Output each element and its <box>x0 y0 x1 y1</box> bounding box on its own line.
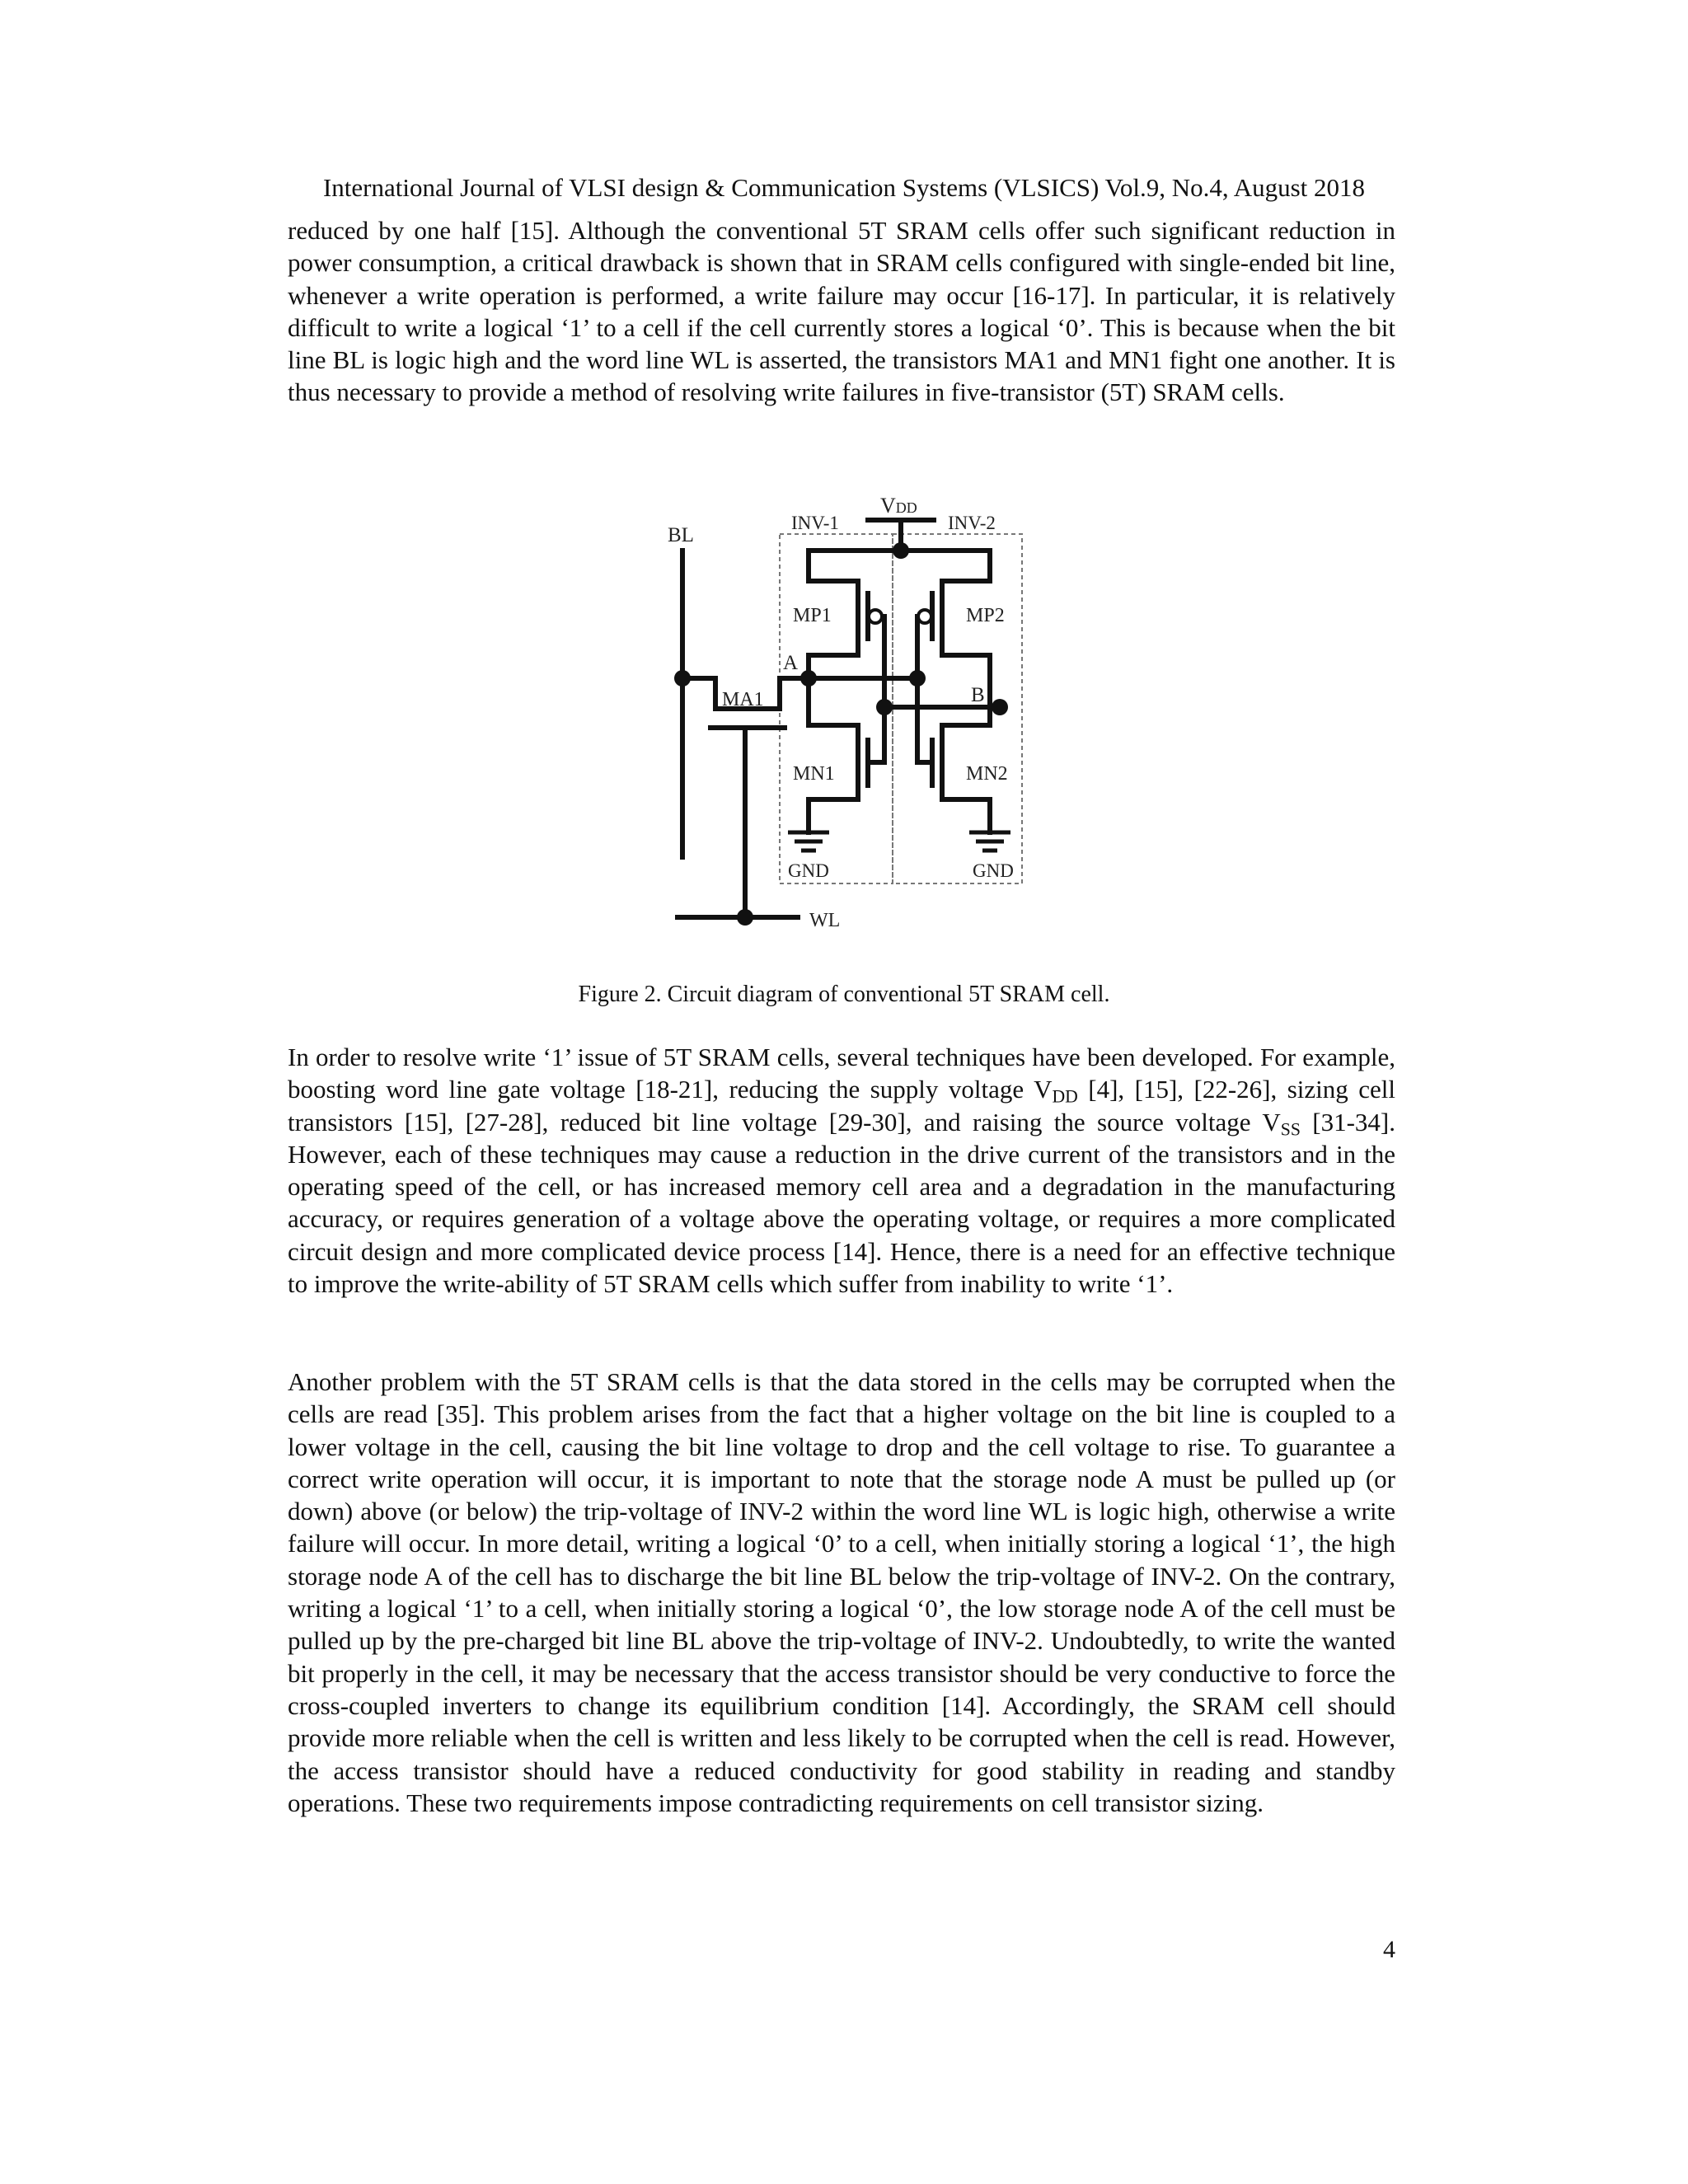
inv1-label: INV-1 <box>791 513 839 533</box>
page-number: 4 <box>1383 1936 1395 1963</box>
ground-left <box>788 832 829 851</box>
junction-b-gate <box>876 699 893 715</box>
bl-label: BL <box>668 524 694 546</box>
node-a-label: A <box>783 652 799 674</box>
junction-vdd <box>893 542 909 559</box>
wl-label: WL <box>809 910 841 931</box>
mn2-label: MN2 <box>966 763 1008 785</box>
paragraph-2: In order to resolve write ‘1’ issue of 5T SRAM cells, several techniques have been developed. For example, boosting word line gate voltage [18-21], reducing the supply voltage $V_{DD}$ [4], [15], [22-26], sizing cell transistors [15], [27-28], reduced bit line voltage [29-30], and raising the source voltage $V_{SS}$ [31-34]. However, each of these techniques may cause a reduction in the drive current of the transistors and in the operating speed of the cell, or has increased memory cell area and a degradation in the manufacturing accuracy, or requires generation of a voltage above the operating voltage, or requires a more complicated circuit design and more complicated device process [14]. Hence, there is a need for an effective technique to improve the write-ability of 5T SRAM cells which suffer from inability to write ‘1’. <box>288 1043 1396 1299</box>
gnd-left-label: GND <box>788 860 829 881</box>
junction-a-gate <box>909 670 926 687</box>
mp2-label: MP2 <box>966 605 1005 626</box>
ma1-label: MA1 <box>722 689 764 710</box>
paragraph-3: Another problem with the 5T SRAM cells is that the data stored in the cells may be corrupted when the cells are read [35]. This problem arises from the fact that a higher voltage on the bit line is coupled to a lower voltage in the cell, causing the bit line voltage to drop and the cell voltage to rise. To guarantee a correct write operation will occur, it is important to note that the storage node A must be pulled up (or down) above (or below) the trip-voltage of INV-2 within the word line WL is logic high, otherwise a write failure will occur. In more detail, writing a logical ‘0’ to a cell, when initially storing a logical ‘1’, the high storage node A of the cell has to discharge the bit line BL below the trip-voltage of INV-2. On the contrary, writing a logical ‘1’ to a cell, when initially storing a logical ‘0’, the low storage node A of the cell must be pulled up by the pre-charged bit line BL above the trip-voltage of INV-2. Undoubtedly, to write the wanted bit properly in the cell, it may be necessary that the access transistor should be very conductive to force the cross-coupled inverters to change its equilibrium condition [14]. Accordingly, the SRAM cell should provide more reliable when the cell is written and less likely to be corrupted when the cell is read. However, the access transistor should have a reduced conductivity for good stability in reading and standby operations. These two requirements impose contradicting requirements on cell transistor sizing. <box>288 1367 1395 1817</box>
ground-right <box>969 832 1010 851</box>
paragraph-1: reduced by one half [15]. Although the conventional 5T SRAM cells offer such significant reduction in power consumption, a critical drawback is shown that in SRAM cells configured with single-ended bit line, whenever a write operation is performed, a write failure may occur [16-17]. In particular, it is relatively difficult to write a logical ‘1’ to a cell if the cell currently stores a logical ‘0’. This is because when the bit line BL is logic high and the word line WL is asserted, the transistors MA1 and MN1 fight one another. It is thus necessary to provide a method of resolving write failures in five-transistor (5T) SRAM cells. <box>288 216 1395 407</box>
mp1-bubble <box>869 610 882 623</box>
mp1-label: MP1 <box>793 605 832 626</box>
mp2-bubble <box>918 610 931 623</box>
junction-wl <box>737 909 753 926</box>
sram-circuit-diagram <box>659 486 1039 948</box>
vdd-label: VDD <box>880 494 917 518</box>
figure-caption: Figure 2. Circuit diagram of conventional 5T SRAM cell. <box>578 982 1110 1007</box>
inv2-label: INV-2 <box>948 513 996 533</box>
mn1-label: MN1 <box>793 763 835 785</box>
gnd-right-label: GND <box>973 860 1014 881</box>
junction-node-b <box>992 699 1008 715</box>
junction-node-a <box>800 670 817 687</box>
journal-header: International Journal of VLSI design & Communication Systems (VLSICS) Vol.9, No.4, August 2018 <box>322 173 1366 202</box>
node-b-label: B <box>971 684 985 706</box>
junction-bl <box>674 670 691 687</box>
